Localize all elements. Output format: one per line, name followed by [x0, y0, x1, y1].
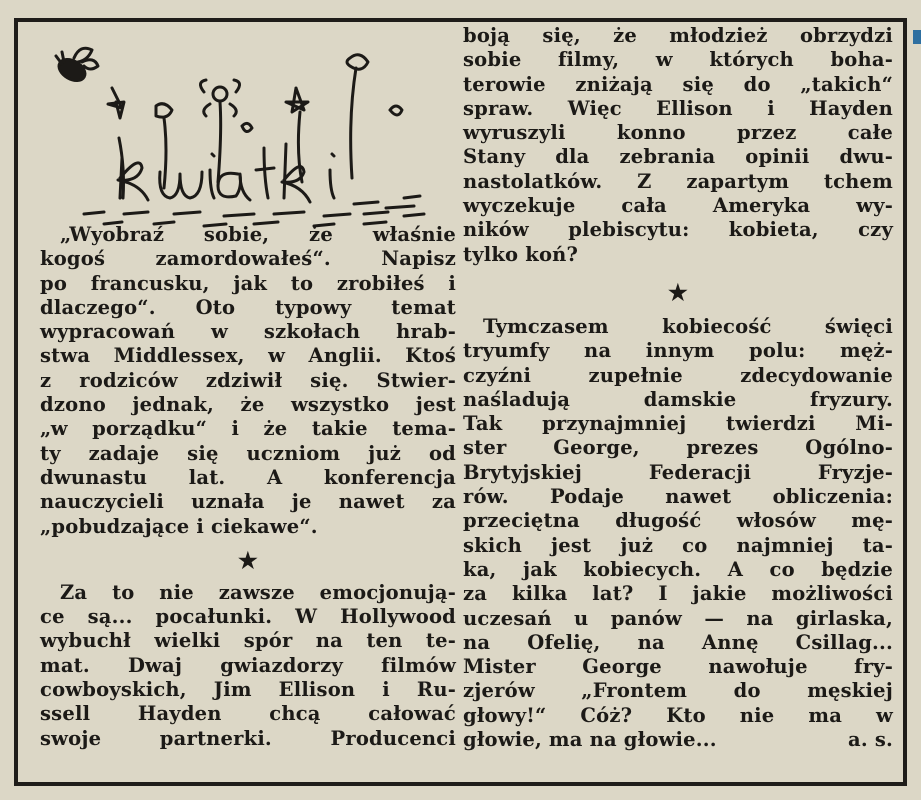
text-line: nastolatków. Z zapartym tchem: [463, 169, 893, 193]
text-line: wypracowań w szkołach hrab-: [40, 320, 456, 344]
text-line: tylko koń?: [463, 242, 579, 266]
right-paragraph-2: [463, 315, 893, 728]
text-line: dlaczego“. Oto typowy temat: [40, 295, 456, 319]
text-line: ster George, prezes Ogólno-: [463, 436, 893, 460]
text-line: „w porządku“ i że takie tema-: [40, 417, 456, 441]
edge-mark: [913, 30, 921, 44]
separator-star-icon: ★: [238, 547, 258, 574]
separator-star-icon: ★: [668, 279, 688, 306]
text-line: na Ofelię, na Annę Csillag...: [463, 630, 893, 654]
text-line: ników plebiscytu: kobieta, czy: [463, 218, 893, 242]
text-line: uczesań u panów — na girlaska,: [463, 606, 893, 630]
text-line: Tymczasem kobiecość święci: [483, 314, 893, 338]
text-line: wyruszyli konno przez całe: [463, 121, 893, 145]
text-line: „Wyobraź sobie, że właśnie: [60, 223, 456, 246]
text-line: dwunastu lat. A konferencja: [40, 465, 456, 489]
text-line: z rodziców zdziwił się. Stwier-: [40, 368, 456, 392]
text-line: spraw. Więc Ellison i Hayden: [463, 96, 893, 120]
text-line: skich jest już co najmniej ta-: [463, 533, 893, 557]
text-line: wybuchł wielki spór na ten te-: [40, 629, 456, 653]
text-line: zjerów „Frontem do męskiej: [463, 679, 893, 703]
text-line: swoje partnerki. Producenci: [40, 726, 456, 750]
text-line: „pobudzające i ciekawe“.: [40, 514, 318, 538]
author-signature: a. s.: [848, 728, 893, 752]
text-line: za kilka lat? I jakie możliwości: [463, 582, 893, 606]
text-line: dzono jednak, że wszystko jest: [40, 393, 456, 417]
left-paragraph-2: [40, 581, 456, 751]
bee-icon: [55, 48, 98, 85]
text-line: rów. Podaje nawet obliczenia:: [463, 485, 893, 509]
text-line: po francusku, jak to zrobiłeś i: [40, 271, 456, 295]
text-line: mat. Dwaj gwiazdorzy filmów: [40, 653, 456, 677]
text-line: Za to nie zawsze emocjonują-: [60, 580, 456, 604]
text-line: ce są... pocałunki. W Hollywood: [40, 605, 456, 629]
right-column: [463, 24, 893, 752]
closing-line: [463, 728, 893, 752]
text-line: cowboyskich, Jim Ellison i Ru-: [40, 678, 456, 702]
text-line: ka, jak kobiecych. A co będzie: [463, 557, 893, 581]
text-line: głowie, ma na głowie...: [463, 728, 717, 752]
kwiatki-heading-illustration: [24, 28, 444, 228]
text-line: wyczekuje cała Ameryka wy-: [463, 194, 893, 218]
text-line: boją się, że młodzież obrzydzi: [463, 24, 893, 47]
text-line: głowy!“ Cóż? Kto nie ma w: [463, 703, 893, 727]
text-line: tryumfy na innym polu: męż-: [463, 339, 893, 363]
left-paragraph-1: [40, 223, 456, 539]
text-line: czyźni zupełnie zdecydowanie: [463, 363, 893, 387]
right-paragraph-1: [463, 24, 893, 267]
text-line: ty zadaje się uczniom już od: [40, 441, 456, 465]
text-line: Stany dla zebrania opinii dwu-: [463, 145, 893, 169]
text-line: terowie zniżają się do „takich“: [463, 72, 893, 96]
left-column: [40, 223, 456, 751]
text-line: ssell Hayden chcą całować: [40, 702, 456, 726]
text-line: kogoś zamordowałeś“. Napisz: [40, 247, 456, 271]
text-line: Tak przynajmniej twierdzi Mi-: [463, 412, 893, 436]
text-line: sobie filmy, w których boha-: [463, 48, 893, 72]
text-line: Brytyjskiej Federacji Fryzje-: [463, 460, 893, 484]
text-line: nauczycieli uznała je nawet za: [40, 490, 456, 514]
text-line: stwa Middlessex, w Anglii. Ktoś: [40, 344, 456, 368]
text-line: naśladują damskie fryzury.: [463, 387, 893, 411]
text-line: Mister George nawołuje fry-: [463, 655, 893, 679]
text-line: przeciętna długość włosów mę-: [463, 509, 893, 533]
